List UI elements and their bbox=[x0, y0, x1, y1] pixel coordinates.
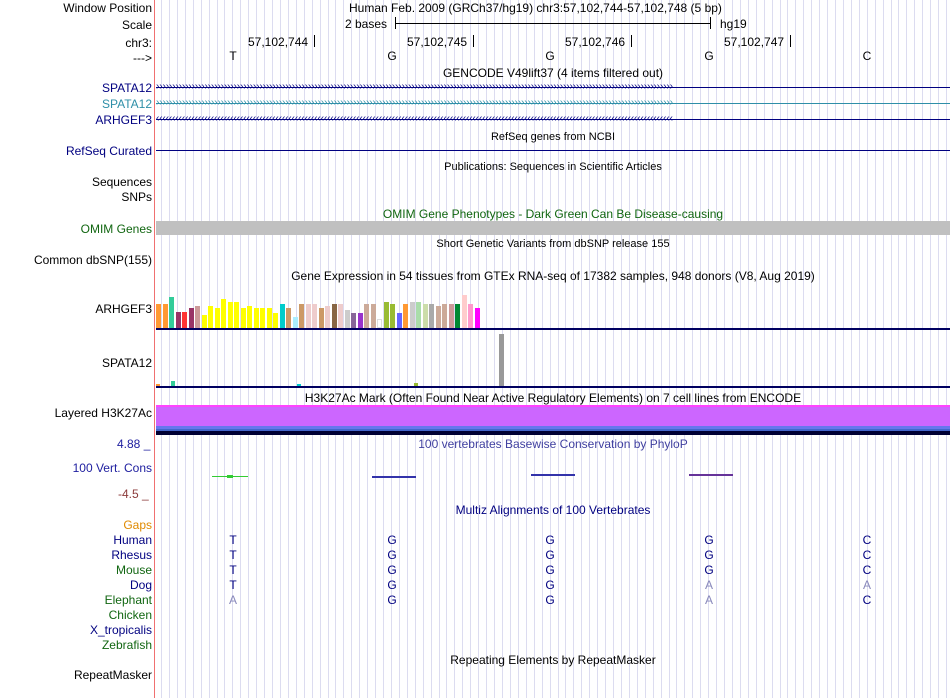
alignment-base: C bbox=[862, 593, 872, 607]
gtex-gene-spata12[interactable]: SPATA12 bbox=[101, 356, 152, 370]
gtex-tissue-bar[interactable] bbox=[338, 304, 343, 328]
species-label-rhesus[interactable]: Rhesus bbox=[111, 548, 152, 562]
gtex-tissue-bar[interactable] bbox=[397, 313, 402, 328]
gtex-tissue-bar[interactable] bbox=[156, 304, 161, 328]
gtex-tissue-bar[interactable] bbox=[436, 306, 441, 328]
gtex-tissue-bar[interactable] bbox=[208, 306, 213, 328]
gtex-tissue-bar[interactable] bbox=[325, 306, 330, 328]
refseq-gene-line[interactable] bbox=[156, 150, 950, 151]
alignment-base: A bbox=[704, 578, 713, 592]
alignment-base: T bbox=[229, 533, 237, 547]
gtex-track-title[interactable]: Gene Expression in 54 tissues from GTEx RNA-seq of 17382 samples, 948 donors (V8, Aug 2019) bbox=[291, 269, 815, 283]
scale-bar bbox=[395, 17, 711, 29]
gtex-tissue-bar[interactable] bbox=[202, 315, 207, 328]
gtex-tissue-bar[interactable] bbox=[176, 312, 181, 328]
gtex-tissue-bar[interactable] bbox=[254, 308, 259, 328]
gtex-tissue-bar[interactable] bbox=[241, 308, 246, 328]
h3k27ac-signal[interactable] bbox=[156, 405, 950, 435]
omim-track-label[interactable]: OMIM Genes bbox=[80, 222, 152, 236]
species-label-dog[interactable]: Dog bbox=[129, 578, 152, 592]
ruler-position: 57,102,747 bbox=[724, 35, 785, 49]
gtex-expression-bars-spata12[interactable] bbox=[156, 330, 950, 386]
gtex-tissue-bar[interactable] bbox=[364, 304, 369, 328]
ruler-position: 57,102,744 bbox=[248, 35, 309, 49]
alignment-base: G bbox=[387, 563, 397, 577]
repeatmasker-track-label[interactable]: RepeatMasker bbox=[73, 668, 152, 682]
gtex-tissue-bar[interactable] bbox=[403, 304, 408, 328]
refseq-track-title[interactable]: RefSeq genes from NCBI bbox=[490, 131, 616, 143]
ruler-tick bbox=[631, 35, 632, 47]
gtex-tissue-bar[interactable] bbox=[273, 313, 278, 328]
refseq-track-label[interactable]: RefSeq Curated bbox=[65, 144, 152, 158]
gtex-tissue-bar[interactable] bbox=[449, 304, 454, 328]
gencode-track-title[interactable]: GENCODE V49lift37 (4 items filtered out) bbox=[442, 66, 664, 80]
alignment-base: A bbox=[862, 578, 871, 592]
reference-base: G bbox=[545, 49, 555, 63]
alignment-base: G bbox=[545, 533, 555, 547]
gene-model-spata12-alt[interactable]: ›››››››››››››››››››››››››››››››››››››››››››››››››››››››››››››››››››››››››››››››››››››››››››››››››››››››››››››››››››››››››››››››››››››››››››››››››››››››››››››››› bbox=[156, 96, 950, 110]
gtex-tissue-bar[interactable] bbox=[195, 306, 200, 328]
gtex-tissue-bar[interactable] bbox=[442, 304, 447, 328]
alignment-base: G bbox=[387, 533, 397, 547]
alignment-base: G bbox=[387, 548, 397, 562]
gtex-tissue-bar[interactable] bbox=[410, 302, 415, 328]
gtex-tissue-bar[interactable] bbox=[280, 304, 285, 328]
scale-label: Scale bbox=[121, 18, 152, 32]
alignment-base: G bbox=[704, 533, 714, 547]
dbsnp-track-label[interactable]: Common dbSNP(155) bbox=[33, 253, 152, 267]
gtex-tissue-bar[interactable] bbox=[247, 306, 252, 328]
gtex-tissue-bar[interactable] bbox=[390, 304, 395, 328]
gtex-tissue-bar[interactable] bbox=[468, 304, 473, 328]
gaps-label[interactable]: Gaps bbox=[123, 518, 152, 532]
gtex-tissue-bar[interactable] bbox=[345, 310, 350, 328]
gencode-item-spata12[interactable]: SPATA12 bbox=[101, 81, 152, 95]
gtex-separator bbox=[156, 386, 950, 388]
species-label-x_tropicalis[interactable]: X_tropicalis bbox=[89, 623, 152, 637]
dbsnp-track-title[interactable]: Short Genetic Variants from dbSNP release 155 bbox=[436, 238, 670, 250]
gtex-tissue-bar[interactable] bbox=[312, 304, 317, 328]
gtex-tissue-bar[interactable] bbox=[319, 308, 324, 328]
gtex-tissue-bar[interactable] bbox=[332, 304, 337, 328]
alignment-base: G bbox=[387, 578, 397, 592]
alignment-base: T bbox=[229, 563, 237, 577]
gtex-tissue-bar[interactable] bbox=[228, 302, 233, 328]
ruler-position: 57,102,745 bbox=[407, 35, 468, 49]
gtex-tissue-bar[interactable] bbox=[189, 308, 194, 328]
cons-score bbox=[689, 474, 733, 476]
gtex-tissue-bar[interactable] bbox=[423, 304, 428, 328]
gtex-tissue-bar[interactable] bbox=[293, 317, 298, 328]
gtex-tissue-bar[interactable] bbox=[429, 304, 434, 328]
gencode-item-spata12-alt[interactable]: SPATA12 bbox=[101, 97, 152, 111]
gtex-tissue-bar[interactable] bbox=[475, 308, 480, 328]
species-label-chicken[interactable]: Chicken bbox=[108, 608, 152, 622]
scale-assembly: hg19 bbox=[720, 17, 747, 31]
species-label-human[interactable]: Human bbox=[113, 533, 152, 547]
ruler-position: 57,102,746 bbox=[565, 35, 626, 49]
alignment-base: A bbox=[704, 593, 713, 607]
gtex-tissue-bar[interactable] bbox=[455, 304, 460, 328]
cons-track-title[interactable]: 100 vertebrates Basewise Conservation by PhyloP bbox=[418, 437, 688, 451]
gtex-tissue-bar[interactable] bbox=[215, 308, 220, 328]
window-position-label: Window Position bbox=[63, 1, 152, 15]
h3k27ac-track-label[interactable]: Layered H3K27Ac bbox=[54, 406, 152, 420]
gtex-tissue-bar[interactable] bbox=[299, 304, 304, 328]
gtex-tissue-bar[interactable] bbox=[163, 304, 168, 328]
gtex-tissue-bar[interactable] bbox=[462, 295, 467, 328]
species-label-zebrafish[interactable]: Zebrafish bbox=[101, 638, 152, 652]
gtex-tissue-bar[interactable] bbox=[377, 319, 382, 328]
alignment-base: G bbox=[704, 563, 714, 577]
gtex-tissue-bar[interactable] bbox=[371, 304, 376, 328]
species-label-elephant[interactable]: Elephant bbox=[104, 593, 152, 607]
gtex-tissue-bar[interactable] bbox=[384, 302, 389, 328]
publications-track-title[interactable]: Publications: Sequences in Scientific Articles bbox=[444, 161, 662, 173]
cons-max-value: 4.88 _ bbox=[117, 437, 151, 451]
cons-score bbox=[372, 476, 416, 478]
strand-label: ---> bbox=[133, 51, 152, 65]
alignment-base: T bbox=[229, 578, 237, 592]
omim-track-title[interactable]: OMIM Gene Phenotypes - Dark Green Can Be Disease-causing bbox=[382, 207, 724, 221]
alignment-base: A bbox=[228, 593, 237, 607]
cons-min-value: -4.5 _ bbox=[118, 487, 149, 501]
gtex-tissue-bar[interactable] bbox=[416, 302, 421, 328]
gtex-tissue-bar[interactable] bbox=[260, 308, 265, 328]
h3k27ac-track-title[interactable]: H3K27Ac Mark (Often Found Near Active Regulatory Elements) on 7 cell lines from ENCODE bbox=[304, 391, 802, 405]
alignment-base: C bbox=[862, 563, 872, 577]
gtex-tissue-bar[interactable] bbox=[351, 313, 356, 328]
reference-base: G bbox=[387, 49, 397, 63]
alignment-base: G bbox=[704, 548, 714, 562]
alignment-base: G bbox=[545, 563, 555, 577]
gene-model-arhgef3[interactable]: ‹‹‹‹‹‹‹‹‹‹‹‹‹‹‹‹‹‹‹‹‹‹‹‹‹‹‹‹‹‹‹‹‹‹‹‹‹‹‹‹‹‹‹‹‹‹‹‹‹‹‹‹‹‹‹‹‹‹‹‹‹‹‹‹‹‹‹‹‹‹‹‹‹‹‹‹‹‹‹‹‹‹‹‹‹‹‹‹‹‹‹‹‹‹‹‹‹‹‹‹‹‹‹‹‹‹‹‹‹‹‹‹‹‹‹‹‹‹‹‹‹‹‹‹‹‹‹‹‹‹‹‹‹‹‹‹‹‹‹‹‹‹‹‹‹‹‹‹‹‹‹‹‹‹‹‹‹‹‹‹ bbox=[156, 112, 950, 126]
gtex-tissue-bar[interactable] bbox=[169, 297, 174, 328]
scale-value: 2 bases bbox=[345, 17, 388, 31]
alignment-base: G bbox=[545, 548, 555, 562]
gene-model-spata12[interactable]: ›››››››››››››››››››››››››››››››››››››››››››››››››››››››››››››››››››››››››››››››››››››››››››››››››››››››››››››››››››››››››››››››››››››››››››››››››››››››››››››››› bbox=[156, 80, 950, 94]
alignment-base: C bbox=[862, 548, 872, 562]
label-divider bbox=[154, 0, 155, 698]
omim-gene-bar[interactable] bbox=[156, 221, 950, 235]
window-position-value: Human Feb. 2009 (GRCh37/hg19) chr3:57,102,744-57,102,748 (5 bp) bbox=[349, 1, 722, 15]
species-label-mouse[interactable]: Mouse bbox=[115, 563, 152, 577]
ruler-tick bbox=[790, 35, 791, 47]
alignment-base: G bbox=[545, 578, 555, 592]
cons-score bbox=[531, 474, 575, 476]
multiz-track-title[interactable]: Multiz Alignments of 100 Vertebrates bbox=[455, 503, 651, 517]
ruler-tick bbox=[314, 35, 315, 47]
alignment-base: G bbox=[387, 593, 397, 607]
chrom-label: chr3: bbox=[125, 36, 152, 50]
sequences-label[interactable]: Sequences bbox=[91, 175, 152, 189]
gtex-tissue-bar[interactable] bbox=[221, 299, 226, 328]
ruler-tick bbox=[473, 35, 474, 47]
reference-base: T bbox=[229, 49, 237, 63]
gtex-tissue-bar[interactable] bbox=[306, 304, 311, 328]
reference-base: C bbox=[862, 49, 872, 63]
gencode-item-arhgef3[interactable]: ARHGEF3 bbox=[95, 113, 152, 127]
cons-track-label[interactable]: 100 Vert. Cons bbox=[72, 461, 152, 475]
gtex-tissue-bar[interactable] bbox=[286, 308, 291, 328]
gtex-expression-bars-arhgef3[interactable] bbox=[156, 284, 950, 328]
gtex-gene-arhgef3[interactable]: ARHGEF3 bbox=[95, 302, 152, 316]
alignment-base: C bbox=[862, 533, 872, 547]
gtex-tissue-bar[interactable] bbox=[358, 313, 363, 328]
alignment-base: T bbox=[229, 548, 237, 562]
gtex-tissue-bar[interactable] bbox=[267, 308, 272, 328]
repeatmasker-track-title[interactable]: Repeating Elements by RepeatMasker bbox=[450, 653, 656, 667]
reference-base: G bbox=[704, 49, 714, 63]
gtex-tissue-bar[interactable] bbox=[234, 302, 239, 328]
snps-label[interactable]: SNPs bbox=[121, 190, 152, 204]
gtex-tissue-bar[interactable] bbox=[182, 312, 187, 328]
cons-score bbox=[227, 475, 233, 478]
alignment-base: G bbox=[545, 593, 555, 607]
